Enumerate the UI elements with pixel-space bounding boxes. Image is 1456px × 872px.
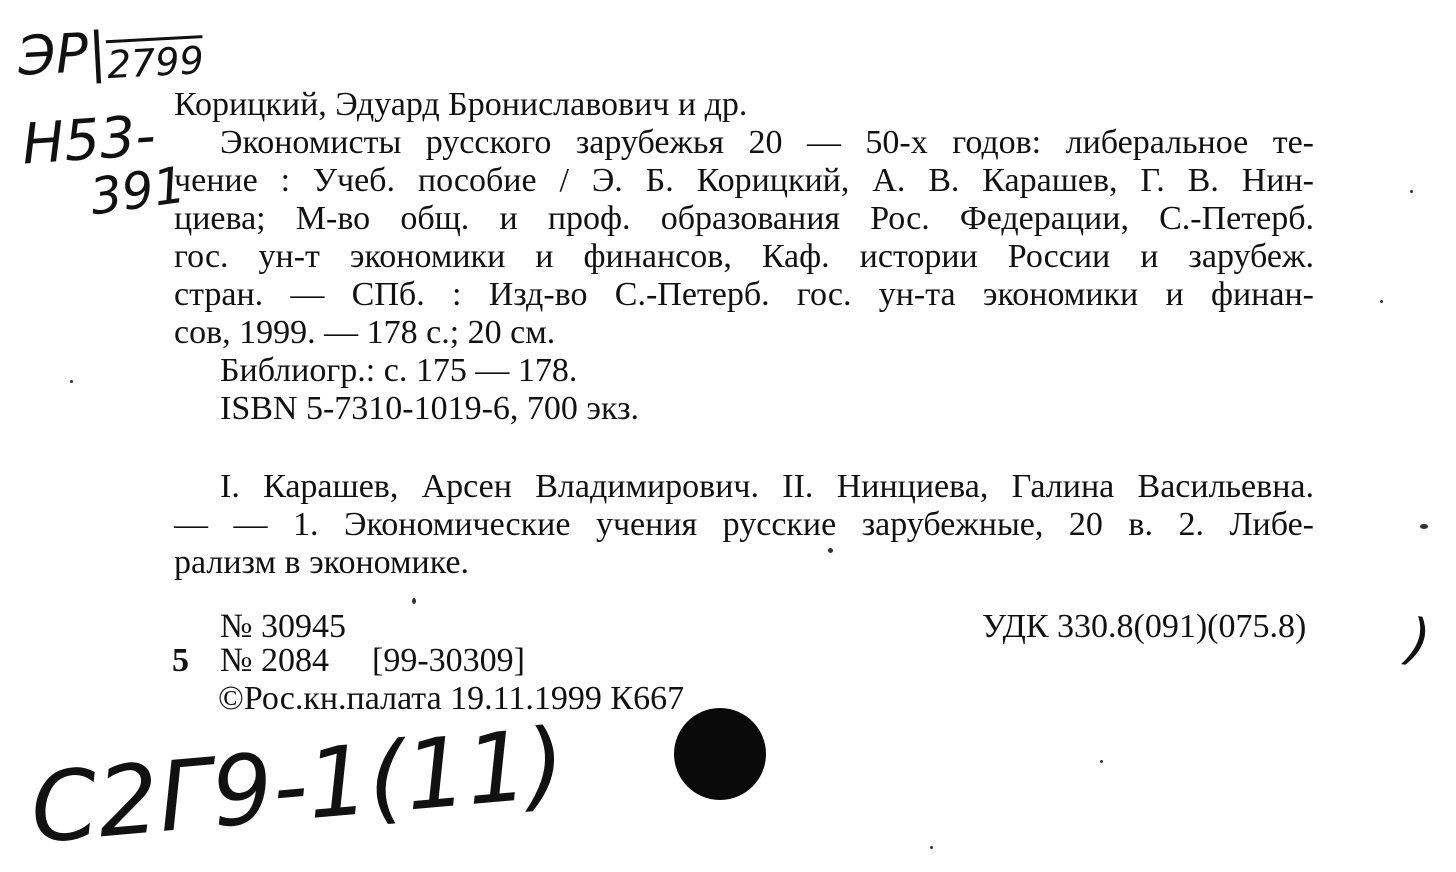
scan-speck	[70, 380, 73, 383]
title-line-2: чение : Учеб. пособие / Э. Б. Корицкий, А. В. Карашев, Г. В. Нин-	[174, 162, 1314, 199]
scan-speck	[828, 548, 833, 553]
handwritten-code-left-2: 391	[86, 155, 190, 227]
punch-hole	[674, 708, 766, 800]
title-line-1: Экономисты русского зарубежья 20 — 50-х годов: либеральное те-	[220, 124, 1314, 161]
copyright-line: ©Рос.кн.палата 19.11.1999 К667	[218, 680, 685, 717]
handwritten-mark-right: )	[1403, 606, 1435, 675]
scan-speck	[930, 846, 933, 849]
handwritten-2799: 2799	[105, 38, 205, 88]
tracings-line-3: рализм в экономике.	[174, 544, 469, 581]
title-line-5: стран. — СПб. : Изд-во С.-Петерб. гос. ун-та экономики и финан-	[174, 276, 1314, 313]
scan-speck	[1380, 300, 1383, 303]
card-number-2: № 2084	[220, 642, 329, 679]
isbn-line: ISBN 5-7310-1019-6, 700 экз.	[220, 390, 640, 427]
catalog-entry	[174, 86, 1314, 582]
bibliography-note: Библиогр.: с. 175 — 178.	[220, 352, 578, 389]
spacer	[174, 428, 1314, 468]
tracings-line-1: I. Карашев, Арсен Владимирович. II. Нинциева, Галина Васильевна.	[220, 468, 1314, 505]
bracket-code: [99-30309]	[372, 642, 525, 679]
handwritten-code-bottom: С2Г9-1(11)	[26, 706, 570, 866]
title-line-6: сов, 1999. — 178 с.; 20 см.	[174, 314, 556, 351]
handwritten-er: ЭР|	[16, 20, 109, 88]
tracings-line-2: — — 1. Экономические учения русские зарубежные, 20 в. 2. Либе-	[174, 506, 1314, 543]
scan-speck	[1410, 190, 1413, 193]
handwritten-code-top	[16, 15, 204, 92]
author-heading: Корицкий, Эдуард Бронислaвович и др.	[174, 86, 748, 123]
udk-code: УДК 330.8(091)(075.8)	[982, 608, 1307, 645]
title-line-3: циева; М-во общ. и проф. образования Рос. Федерации, С.-Петерб.	[174, 200, 1314, 237]
scan-speck	[1100, 760, 1103, 763]
handwritten-code-left-1: Н53-	[19, 103, 158, 178]
title-line-4: гос. ун-т экономики и финансов, Каф. истории России и зарубеж.	[174, 238, 1314, 275]
scan-speck	[412, 598, 416, 604]
scan-speck	[1420, 524, 1428, 529]
card-number-1: № 30945	[220, 608, 346, 645]
prefix-5: 5	[172, 642, 189, 679]
